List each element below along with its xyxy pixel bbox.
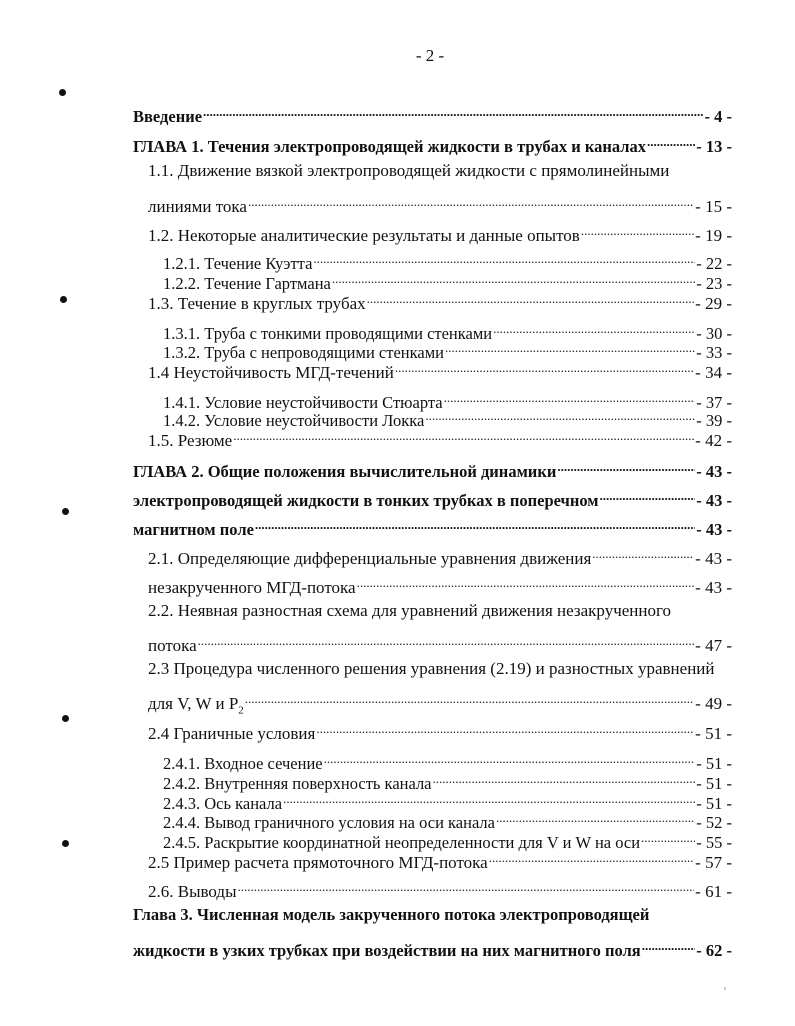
toc-page: - 43 - (696, 520, 732, 539)
binding-hole-mark (62, 715, 69, 722)
toc-entry-1-3[interactable] (148, 287, 732, 313)
toc-title: 2.4.1. Входное сечение (163, 754, 323, 773)
dot-leader (641, 826, 695, 848)
toc-page: - 43 - (695, 578, 732, 597)
toc-entry-2-3[interactable] (148, 687, 732, 717)
toc-title: 2.1. Определяющие дифференциальные уравнения движения (148, 549, 592, 568)
dot-leader (592, 542, 694, 564)
dot-leader (332, 267, 695, 289)
toc-page: - 55 - (696, 833, 732, 852)
dot-leader (313, 247, 695, 269)
toc-entry-2-1-line1[interactable] (148, 542, 732, 568)
toc-page: - 30 - (696, 324, 732, 343)
toc-entry-1-4-2[interactable] (163, 404, 732, 430)
toc-page: - 43 - (696, 491, 732, 510)
toc-title: ГЛАВА 2. Общие положения вычислительной динамики (133, 462, 557, 481)
toc-page: - 34 - (695, 363, 732, 382)
toc-title: магнитном поле (133, 520, 254, 539)
dot-leader (600, 484, 696, 506)
dot-leader (233, 424, 694, 446)
toc-entry-1-2-1[interactable] (163, 247, 732, 273)
toc-title: 2.5 Пример расчета прямоточного МГД-потока (148, 853, 488, 872)
dot-leader (425, 404, 695, 426)
toc-page: - 51 - (696, 754, 732, 773)
toc-title: 1.3.1. Труба с тонкими проводящими стенками (163, 324, 493, 343)
toc-page: - 4 - (704, 107, 732, 126)
toc-page: - 61 - (695, 882, 732, 901)
dot-leader (198, 629, 695, 651)
toc-page: - 15 - (695, 197, 732, 216)
toc-entry-1-4[interactable] (148, 356, 732, 382)
dot-leader (433, 767, 696, 789)
toc-title: 1.2.1. Течение Куэтта (163, 254, 313, 273)
toc-title: 1.2. Некоторые аналитические результаты и данные опытов (148, 226, 580, 245)
dot-leader (557, 455, 695, 477)
toc-title: 1.2.2. Течение Гартмана (163, 274, 331, 293)
toc-page: - 49 - (695, 694, 732, 713)
toc-entry-chapter-3[interactable] (133, 934, 732, 960)
dot-leader (324, 747, 696, 769)
toc-entry-1-1-line1[interactable]: 1.1. Движение вязкой электропроводящей жидкости с прямолинейными (148, 161, 670, 180)
toc-page: - 22 - (696, 254, 732, 273)
toc-entry-1-1[interactable] (148, 190, 732, 216)
toc-title: линиями тока (148, 197, 247, 216)
toc-entry-2-4-4[interactable] (163, 806, 732, 832)
toc-page: - 57 - (695, 853, 732, 872)
toc-title: незакрученного МГД-потока (148, 578, 356, 597)
subscript: 2 (238, 704, 244, 717)
toc-entry-chapter-2-line2[interactable] (133, 484, 732, 510)
toc-title: жидкости в узких трубках при воздействии на них магнитного поля (133, 941, 641, 960)
dot-leader (203, 100, 703, 122)
toc-title: 2.4.3. Ось канала (163, 794, 283, 813)
toc-page: - 42 - (695, 431, 732, 450)
toc-entry-2-4[interactable] (148, 717, 732, 743)
toc-title: электропроводящей жидкости в тонких трубках в поперечном (133, 491, 599, 510)
dot-leader (245, 687, 694, 709)
toc-title: 1.3.2. Труба с непроводящими стенками (163, 343, 444, 362)
toc-page: - 43 - (695, 549, 732, 568)
dot-leader (316, 717, 694, 739)
toc-title: 2.4.5. Раскрытие координатной неопределенности для V и W на оси (163, 833, 641, 852)
toc-entry-2-4-1[interactable] (163, 747, 732, 773)
dot-leader (248, 190, 694, 212)
toc-entry-2-3-line1[interactable]: 2.3 Процедура численного решения уравнения (2.19) и разностных уравнений (148, 659, 715, 678)
toc-entry-1-2[interactable] (148, 219, 732, 245)
toc-page: - 43 - (696, 462, 732, 481)
toc-page: - 33 - (696, 343, 732, 362)
binding-hole-mark (62, 840, 69, 847)
dot-leader (445, 336, 695, 358)
toc-page: - 51 - (696, 794, 732, 813)
toc-page: - 39 - (696, 411, 732, 430)
dot-leader (496, 806, 695, 828)
toc-page: - 51 - (695, 724, 732, 743)
binding-hole-mark (60, 296, 67, 303)
toc-entry-chapter-2-line3[interactable] (133, 513, 732, 539)
binding-hole-mark (62, 508, 69, 515)
toc-entry-2-5[interactable] (148, 846, 732, 872)
toc-entry-2-2[interactable] (148, 629, 732, 655)
toc-title: 2.4.2. Внутренняя поверхность канала (163, 774, 432, 793)
page-number: - 2 - (415, 46, 445, 65)
toc-entry-2-6[interactable] (148, 875, 732, 901)
toc-entry-1-5[interactable] (148, 424, 732, 450)
toc-title: Введение (133, 107, 203, 126)
dot-leader (357, 571, 695, 593)
toc-page: - 19 - (695, 226, 732, 245)
dot-leader (642, 934, 696, 956)
toc-entry-1-2-2[interactable] (163, 267, 732, 293)
dot-leader (489, 846, 694, 868)
toc-title: 1.4 Неустойчивость МГД-течений (148, 363, 394, 382)
toc-title: ГЛАВА 1. Течения электропроводящей жидкости в трубах и каналах (133, 137, 647, 156)
dot-leader (581, 219, 694, 241)
toc-entry-chapter-1[interactable] (133, 130, 732, 156)
dot-leader (367, 287, 695, 309)
dot-leader (238, 875, 695, 897)
toc-entry-intro[interactable] (133, 100, 732, 126)
toc-page: - 51 - (696, 774, 732, 793)
toc-title: 2.4.4. Вывод граничного условия на оси канала (163, 813, 495, 832)
toc-title: 1.3. Течение в круглых трубах (148, 294, 366, 313)
toc-title: 1.4.1. Условие неустойчивости Стюарта (163, 393, 443, 412)
toc-entry-2-1-line2[interactable] (148, 571, 732, 597)
toc-entry-chapter-2-line1[interactable] (133, 455, 732, 481)
toc-entry-2-4-2[interactable] (163, 767, 732, 793)
binding-hole-mark (59, 89, 66, 96)
toc-title: 2.6. Выводы (148, 882, 237, 901)
toc-entry-2-2-line1[interactable]: 2.2. Неявная разностная схема для уравнений движения незакрученного (148, 601, 672, 620)
toc-title: 1.4.2. Условие неустойчивости Локка (163, 411, 425, 430)
toc-page: - 52 - (696, 813, 732, 832)
toc-title: 2.4 Граничные условия (148, 724, 316, 743)
toc-page: - 62 - (696, 941, 732, 960)
dot-leader (647, 130, 695, 152)
toc-page: - 13 - (696, 137, 732, 156)
toc-page: - 47 - (695, 636, 732, 655)
toc-title: потока (148, 636, 197, 655)
toc-page: - 29 - (695, 294, 732, 313)
toc-title: 1.5. Резюме (148, 431, 233, 450)
dot-leader (395, 356, 694, 378)
toc-entry-2-4-5[interactable] (163, 826, 732, 852)
dot-leader (255, 513, 695, 535)
toc-page: - 37 - (696, 393, 732, 412)
toc-entry-chapter-3-line1[interactable]: Глава 3. Численная модель закрученного потока электропроводящей (133, 905, 650, 924)
toc-title-text: для V, W и P (148, 694, 239, 713)
scan-speck (724, 987, 726, 990)
toc-page: - 23 - (696, 274, 732, 293)
toc-entry-1-3-2[interactable] (163, 336, 732, 362)
